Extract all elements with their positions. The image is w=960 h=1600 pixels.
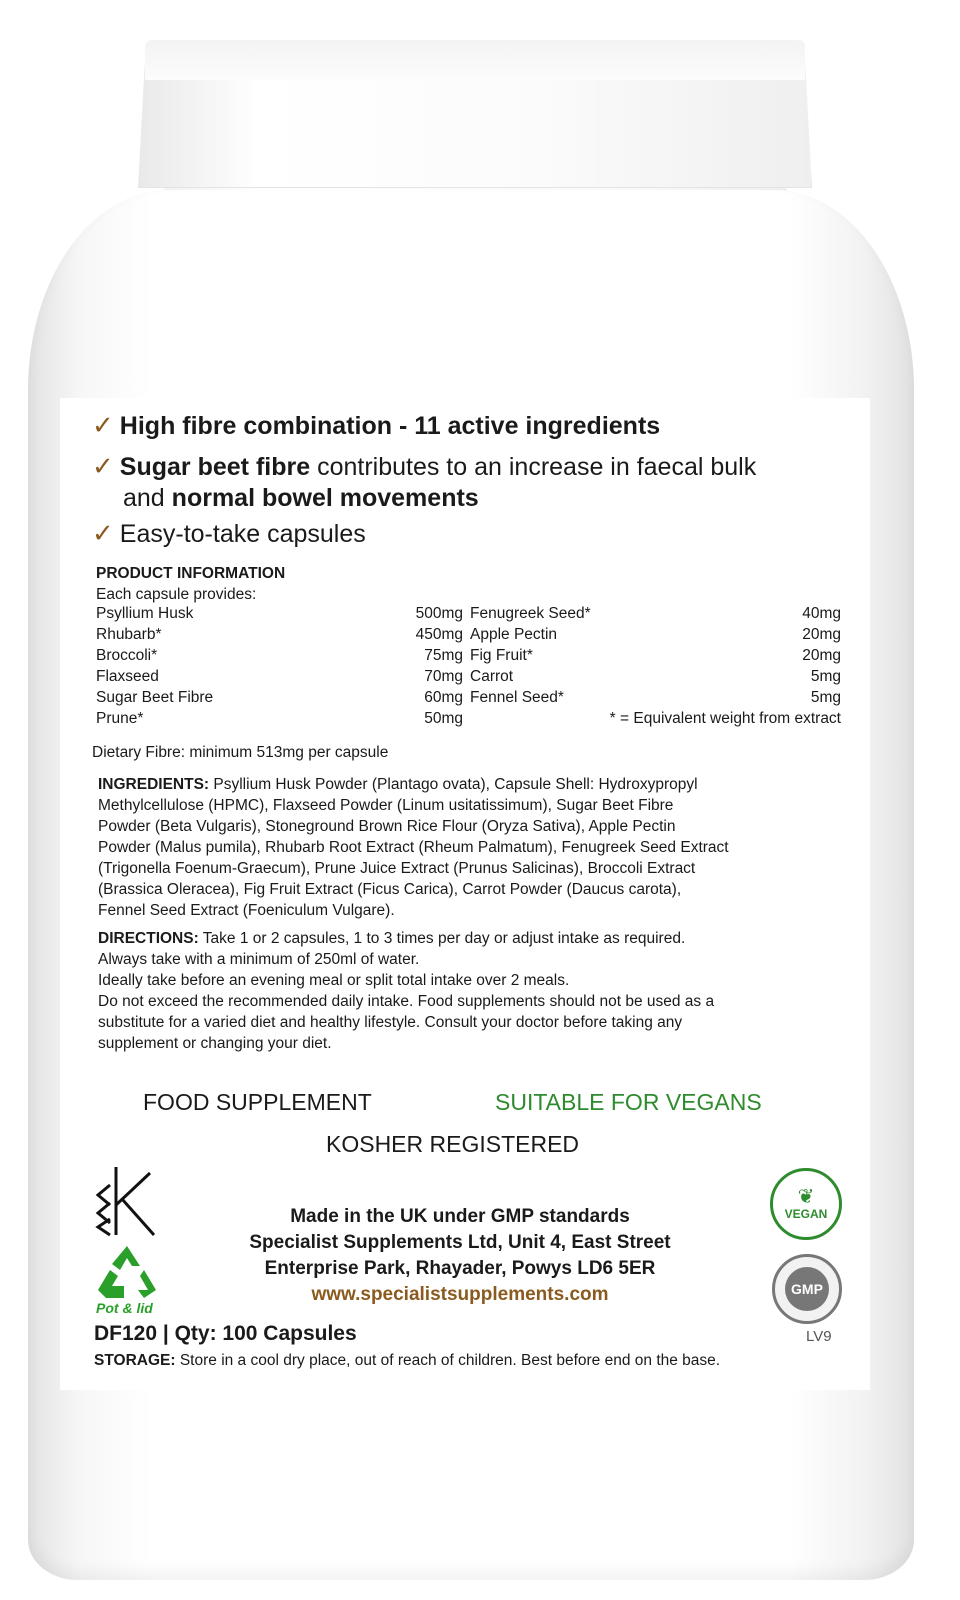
nutrient-row	[96, 626, 841, 647]
nutrient-name: Sugar Beet Fibre	[96, 689, 214, 706]
directions-label: DIRECTIONS:	[98, 930, 199, 947]
maker-line-3: Enterprise Park, Rhayader, Powys LD6 5ER	[264, 1258, 656, 1279]
check-icon: ✓	[92, 518, 114, 548]
nutrient-amount: 50mg	[424, 710, 463, 727]
vegan-badge-label: VEGAN	[784, 1207, 828, 1221]
directions-line: Ideally take before an evening meal or split total intake over 2 meals.	[98, 972, 570, 989]
directions-block	[98, 928, 843, 1054]
product-code-qty: DF120 | Qty: 100 Capsules	[94, 1322, 357, 1345]
bullet-2-line2-bold: normal bowel movements	[171, 484, 479, 512]
ingredients-line: Psyllium Husk Powder (Plantago ovata), Capsule Shell: Hydroxypropyl	[209, 776, 698, 793]
nutrient-amount: 60mg	[424, 689, 463, 706]
check-icon: ✓	[92, 451, 114, 481]
nutrient-amount: 20mg	[802, 647, 841, 664]
ingredients-label: INGREDIENTS:	[98, 776, 210, 793]
maker-line-2: Specialist Supplements Ltd, Unit 4, East Street	[249, 1232, 671, 1253]
nutrient-amount: 500mg	[415, 605, 463, 622]
nutrient-name: Prune*	[96, 710, 144, 727]
nutrient-amount: 450mg	[415, 626, 463, 643]
ingredients-line: Powder (Malus pumila), Rhubarb Root Extract (Rheum Palmatum), Fenugreek Seed Extract	[98, 839, 729, 856]
kosher-claim: KOSHER REGISTERED	[326, 1131, 580, 1157]
directions-line: Do not exceed the recommended daily intake. Food supplements should not be used as a	[98, 993, 715, 1010]
bullet-2-line2: and	[123, 484, 172, 512]
nutrient-amount: 20mg	[802, 626, 841, 643]
bullet-1	[92, 410, 660, 442]
bottle-lid-top	[145, 40, 805, 80]
brand-logo	[92, 1165, 162, 1237]
nutrient-name: Flaxseed	[96, 668, 159, 685]
nutrient-row	[96, 605, 841, 626]
label-version: LV9	[806, 1328, 832, 1345]
storage-note	[94, 1350, 720, 1371]
directions-line: substitute for a varied diet and healthy lifestyle. Consult your doctor before taking any	[98, 1014, 683, 1031]
product-info-heading: PRODUCT INFORMATION	[96, 565, 286, 582]
footnote-equivalent-weight: * = Equivalent weight from extract	[609, 710, 841, 727]
bullet-3-text: Easy-to-take capsules	[119, 520, 366, 548]
nutrient-row	[96, 668, 841, 689]
nutrient-amount: 75mg	[424, 647, 463, 664]
ingredients-line: (Brassica Oleracea), Fig Fruit Extract (Ficus Carica), Carrot Powder (Daucus carota),	[98, 881, 682, 898]
maker-line-1: Made in the UK under GMP standards	[290, 1206, 630, 1227]
bullet-1-bold: High fibre combination - 11 active ingredients	[119, 412, 661, 440]
storage-text: Store in a cool dry place, out of reach of children. Best before end on the base.	[175, 1352, 721, 1369]
bullet-2-bold: Sugar beet fibre	[119, 453, 311, 481]
nutrient-name: Fennel Seed*	[470, 689, 564, 706]
recycle-icon	[94, 1244, 160, 1302]
nutrient-name: Rhubarb*	[96, 626, 162, 643]
nutrient-name: Apple Pectin	[470, 626, 558, 643]
nutrient-name: Fenugreek Seed*	[470, 605, 591, 622]
ingredients-line: Powder (Beta Vulgaris), Stoneground Brown Rice Flour (Oryza Sativa), Apple Pectin	[98, 818, 676, 835]
bullet-2	[92, 451, 852, 514]
directions-line: Always take with a minimum of 250ml of water.	[98, 951, 420, 968]
bullet-2-text: contributes to an increase in faecal bulk	[310, 453, 757, 481]
vegan-claim: SUITABLE FOR VEGANS	[495, 1089, 762, 1115]
ingredients-line: Methylcellulose (HPMC), Flaxseed Powder (Linum usitatissimum), Sugar Beet Fibre	[98, 797, 674, 814]
nutrient-name: Fig Fruit*	[470, 647, 533, 664]
nutrient-row	[96, 647, 841, 668]
bullet-3	[92, 518, 366, 550]
recycle-caption: Pot & lid	[96, 1300, 153, 1316]
product-info-subheading: Each capsule provides:	[96, 586, 257, 603]
nutrient-amount: 70mg	[424, 668, 463, 685]
food-supplement-claim: FOOD SUPPLEMENT	[143, 1089, 372, 1115]
nutrient-amount: 40mg	[802, 605, 841, 622]
ingredients-line: (Trigonella Foenum-Graecum), Prune Juice Extract (Prunus Salicinas), Broccoli Extract	[98, 860, 696, 877]
nutrient-name: Broccoli*	[96, 647, 158, 664]
gmp-badge	[772, 1254, 842, 1324]
nutrient-amount: 5mg	[810, 668, 841, 685]
dietary-fibre-note: Dietary Fibre: minimum 513mg per capsule	[92, 744, 389, 761]
nutrient-name: Carrot	[470, 668, 514, 685]
ingredients-line: Fennel Seed Extract (Foeniculum Vulgare).	[98, 902, 395, 919]
nutrient-row	[96, 689, 841, 710]
nutrient-name: Psyllium Husk	[96, 605, 194, 622]
website-link[interactable]: www.specialistsupplements.com	[311, 1284, 609, 1305]
leaf-icon: ❦	[797, 1186, 815, 1208]
directions-line: Take 1 or 2 capsules, 1 to 3 times per day or adjust intake as required.	[198, 930, 686, 947]
ingredients-block	[98, 774, 843, 921]
check-icon: ✓	[92, 410, 114, 440]
storage-label: STORAGE:	[94, 1352, 176, 1369]
nutrient-row	[96, 710, 841, 731]
directions-line: supplement or changing your diet.	[98, 1035, 332, 1052]
nutrient-amount: 5mg	[810, 689, 841, 706]
vegan-badge	[770, 1168, 842, 1240]
gmp-badge-label: GMP	[791, 1281, 823, 1297]
